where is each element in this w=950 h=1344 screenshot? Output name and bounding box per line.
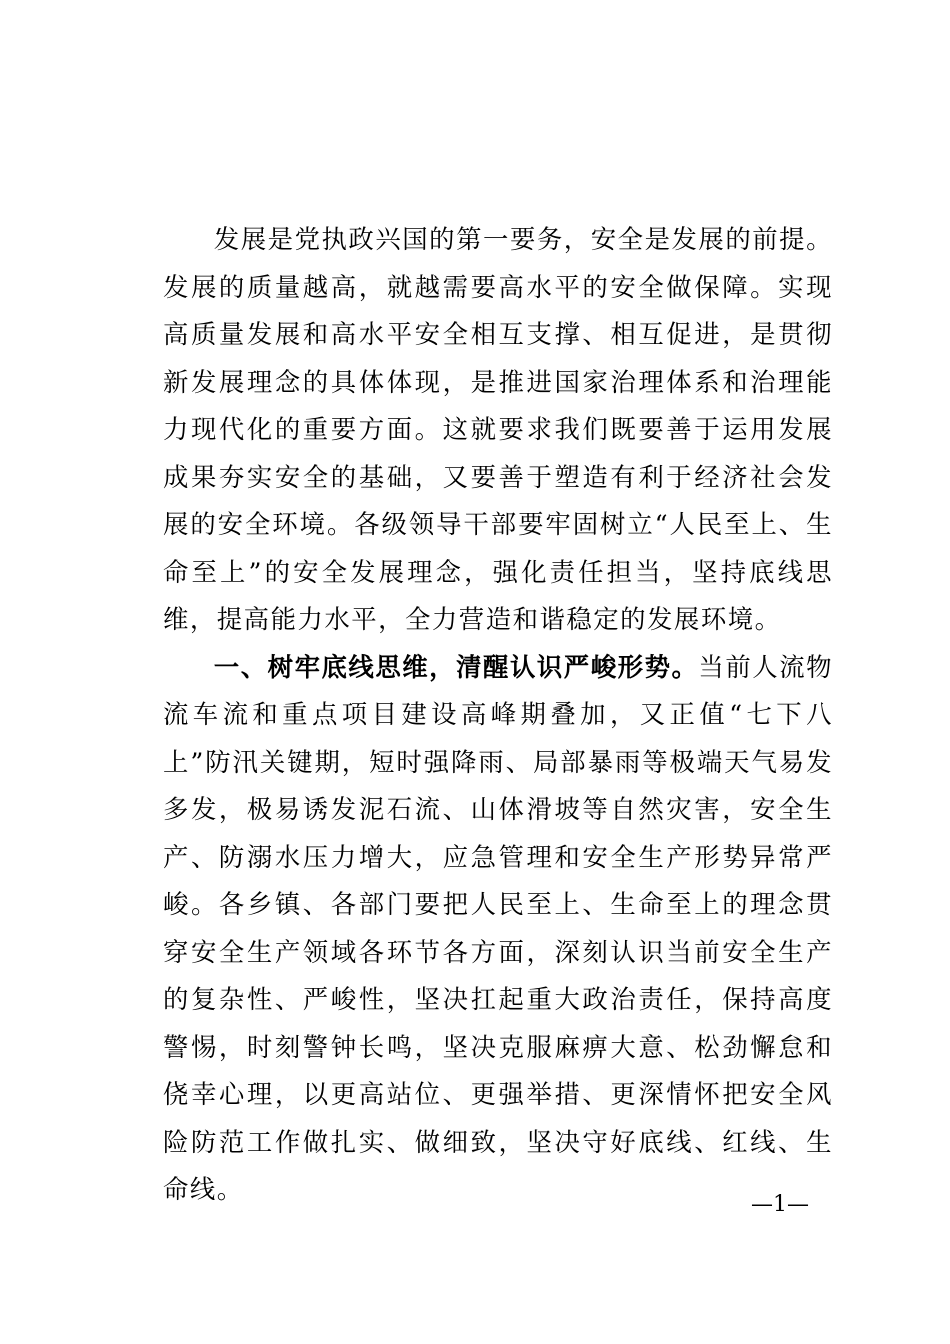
paragraph-section-1 [163,644,833,1214]
section-1-text: 当前人流物流车流和重点项目建设高峰期叠加，又正值“七下八上”防汛关键期，短时强降雨、局部暴雨等极端天气易发多发，极易诱发泥石流、山体滑坡等自然灾害，安全生产、防溺水压力增大，应急管理和安全生产形势异常严峻。各乡镇、各部门要把人民至上、生命至上的理念贯穿安全生产领域各环节各方面，深刻认识当前安全生产的复杂性、严峻性，坚决扛起重大政治责任，保持高度警惕，时刻警钟长鸣，坚决克服麻痹大意、松劲懈怠和侥幸心理，以更高站位、更强举措、更深情怀把安全风险防范工作做扎实、做细致，坚决守好底线、红线、生命线。 [163,651,834,1204]
paragraph-intro [163,216,833,644]
section-1-heading: 一、树牢底线思维，清醒认识严峻形势。 [213,651,699,682]
document-body [163,216,833,1214]
paragraph-intro-text: 发展是党执政兴国的第一要务，安全是发展的前提。发展的质量越高，就越需要高水平的安全做保障。实现高质量发展和高水平安全相互支撑、相互促进，是贯彻新发展理念的具体体现，是推进国家治理体系和治理能力现代化的重要方面。这就要求我们既要善于运用发展成果夯实安全的基础，又要善于塑造有利于经济社会发展的安全环境。各级领导干部要牢固树立“人民至上、生命至上”的安全发展理念，强化责任担当，坚持底线思维，提高能力水平，全力营造和谐稳定的发展环境。 [163,224,833,634]
page-number: —1— [751,1192,809,1217]
